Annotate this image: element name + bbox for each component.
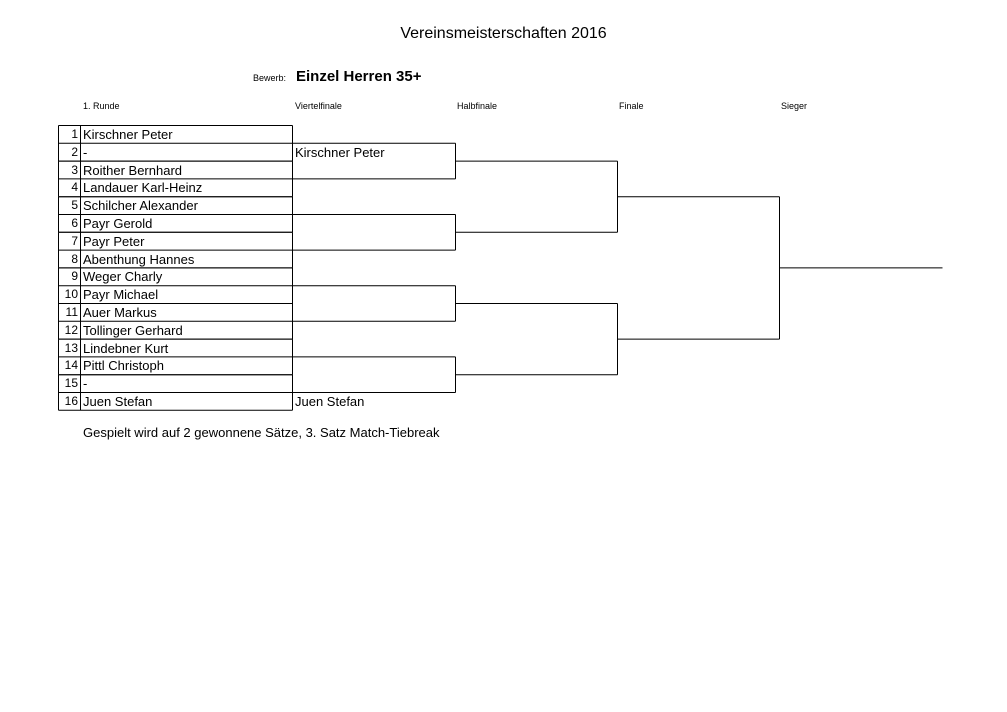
seed-number: 16 [64, 394, 78, 408]
seed-number: 2 [71, 144, 78, 159]
seed-number: 4 [71, 180, 78, 195]
player-name: Roither Bernhard [83, 162, 182, 178]
seed-number: 11 [65, 305, 78, 319]
player-name: Lindebner Kurt [83, 340, 169, 356]
player-name: Juen Stefan [83, 394, 153, 409]
seed-number: 13 [64, 340, 78, 355]
seed-number: 7 [71, 233, 78, 248]
seed-number: 1 [71, 127, 78, 141]
player-name: Abenthung Hannes [83, 251, 195, 267]
round-header-quarterfinal: Viertelfinale [295, 101, 342, 111]
round-header-winner: Sieger [781, 101, 808, 111]
player-name: Auer Markus [83, 305, 157, 320]
seed-number: 6 [71, 216, 78, 230]
quarterfinal-player: Juen Stefan [295, 394, 365, 409]
player-name: - [83, 144, 88, 160]
seed-number: 8 [71, 251, 78, 266]
seed-number: 15 [64, 376, 78, 391]
player-name: Payr Gerold [83, 216, 153, 231]
footer-note: Gespielt wird auf 2 gewonnene Sätze, 3. Satz Match-Tiebreak [83, 425, 440, 440]
quarterfinal-player: Kirschner Peter [295, 144, 385, 160]
player-name: Tollinger Gerhard [83, 322, 183, 338]
player-name: Payr Peter [83, 233, 145, 249]
player-name: Schilcher Alexander [83, 198, 198, 214]
round-header-first: 1. Runde [83, 101, 120, 111]
round-header-final: Finale [619, 101, 644, 111]
bewerb-label: Bewerb: [253, 73, 287, 83]
seed-number: 9 [71, 269, 78, 284]
seed-number: 12 [64, 322, 78, 337]
round-header-semifinal: Halbfinale [457, 101, 498, 111]
seed-number: 3 [71, 162, 78, 177]
seed-number: 5 [71, 198, 78, 213]
seed-number: 10 [64, 287, 78, 302]
player-name: - [83, 376, 88, 392]
bewerb-value: Einzel Herren 35+ [296, 68, 422, 85]
player-name: Pittl Christoph [83, 358, 164, 374]
player-name: Landauer Karl-Heinz [83, 180, 203, 196]
player-name: Kirschner Peter [83, 127, 173, 142]
seed-number: 14 [64, 358, 78, 373]
player-name: Weger Charly [83, 269, 163, 285]
player-name: Payr Michael [83, 287, 159, 303]
page-title: Vereinsmeisterschaften 2016 [400, 25, 607, 42]
